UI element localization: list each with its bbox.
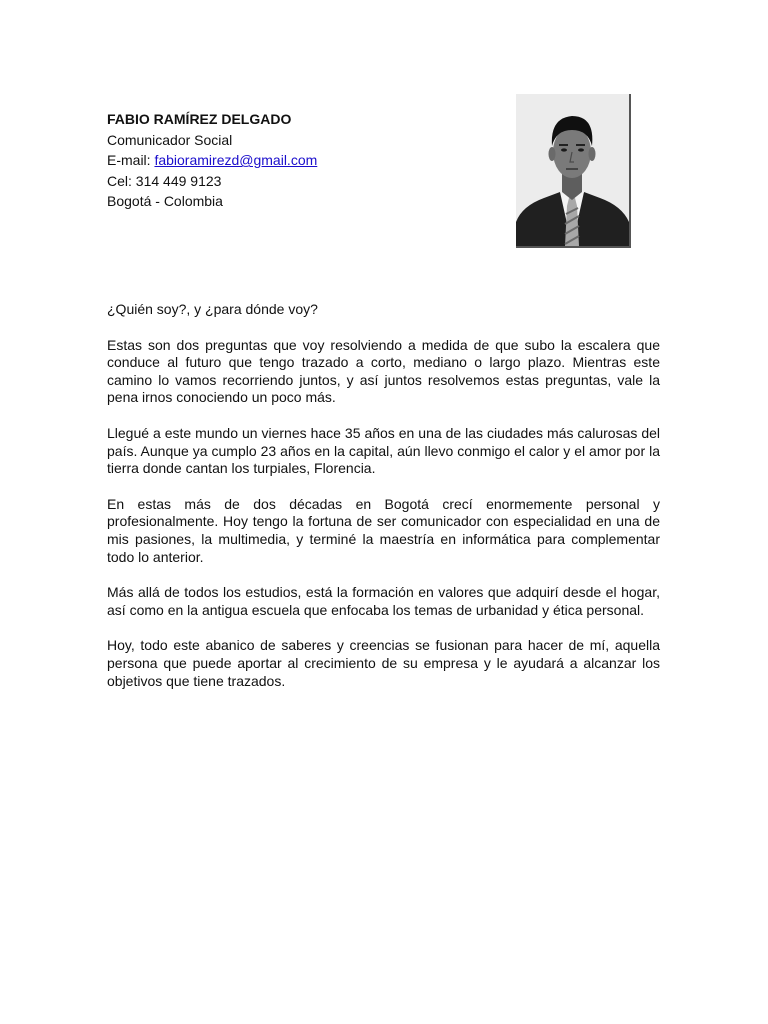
email-label: E-mail: [107,152,155,169]
email-line [107,150,317,171]
paragraph: Llegué a este mundo un viernes hace 35 años en una de las ciudades más calurosas del país. Aunque ya cumplo 23 años en la capital, aún llevo conmigo el calor y el amor por la tierra donde cantan los turpiales, Florencia. [107,424,660,477]
paragraph: Estas son dos preguntas que voy resolviendo a medida de que subo la escalera que conduce al futuro que tengo trazado a corto, mediano o largo plazo. Mientras este camino lo vamos recorriendo juntos, y así juntos resolvemos estas preguntas, vale la pena irnos conociendo un poco más. [107,336,660,406]
paragraph: Hoy, todo este abanico de saberes y creencias se fusionan para hacer de mí, aquella persona que puede aportar al crecimiento de su empresa y le ayudará a alcanzar los objetivos que tiene trazados. [107,637,660,689]
paragraph: En estas más de dos décadas en Bogotá crecí enormemente personal y profesionalmente. Hoy tengo la fortuna de ser comunicador con especialidad en una de mis pasiones, la multimedia, y terminé la maestría en informática para complementar todo lo anterior. [107,495,660,565]
contact-header [107,109,317,212]
paragraph: Más allá de todos los estudios, está la formación en valores que adquirí desde el hogar, así como en la antigua escuela que enfocaba los temas de urbanidad y ética personal. [107,584,660,618]
intro-question: ¿Quién soy?, y ¿para dónde voy? [107,301,318,317]
phone: Cel: 314 449 9123 [107,172,222,189]
email-link[interactable]: fabioramirezd@gmail.com [154,152,318,169]
person-name: FABIO RAMÍREZ DELGADO [107,111,292,127]
profession: Comunicador Social [107,131,233,148]
profile-photo [516,94,631,248]
location: Bogotá - Colombia [107,193,223,210]
person-portrait [516,94,629,246]
profile-body [107,301,660,708]
